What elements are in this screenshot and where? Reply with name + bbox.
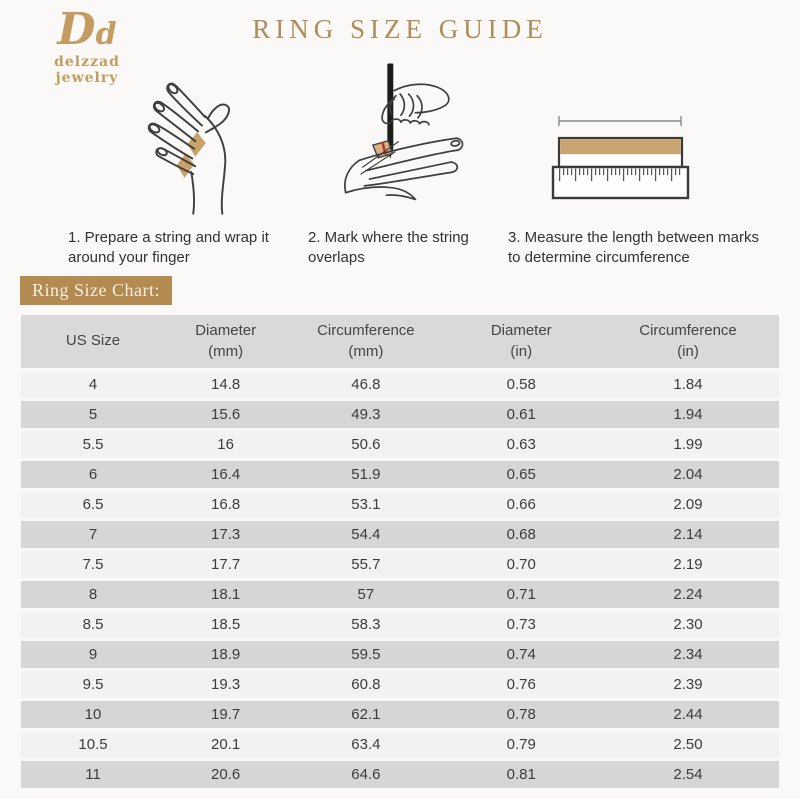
- table-row: [21, 641, 779, 668]
- table-cell: 7.5: [82, 556, 104, 573]
- table-cell: 6: [88, 466, 98, 483]
- table-cell: 10.5: [78, 736, 108, 753]
- table-cell: 51.9: [351, 466, 381, 483]
- table-row: [21, 701, 779, 728]
- table-cell: 50.6: [351, 436, 381, 453]
- table-row: [21, 521, 779, 548]
- table-cell: 16: [217, 436, 234, 453]
- table-cell: 17.3: [211, 526, 241, 543]
- ruler-measurement-icon: [550, 112, 690, 202]
- table-cell: 5: [88, 406, 98, 423]
- chart-heading-badge: Ring Size Chart:: [20, 276, 172, 305]
- step-caption-1: 1. Prepare a string and wrap it around your finger: [68, 229, 269, 267]
- table-row: [21, 731, 779, 758]
- table-cell: 2.39: [673, 676, 703, 693]
- table-cell: 46.8: [351, 376, 381, 393]
- table-cell: 4: [88, 376, 98, 393]
- table-cell: 62.1: [351, 706, 381, 723]
- table-cell: 2.19: [673, 556, 703, 573]
- table-cell: 0.65: [506, 466, 536, 483]
- table-cell: 63.4: [351, 736, 381, 753]
- table-cell: 60.8: [351, 676, 381, 693]
- table-cell: 14.8: [211, 376, 241, 393]
- table-body: [21, 371, 779, 788]
- table-cell: 18.5: [211, 616, 241, 633]
- hand-with-string-icon: [108, 70, 263, 216]
- column-header-circumference-mm: Circumference (mm): [317, 322, 415, 360]
- table-row: [21, 371, 779, 398]
- table-row: [21, 401, 779, 428]
- table-cell: 0.73: [506, 616, 536, 633]
- table-cell: 18.1: [211, 586, 241, 603]
- table-cell: 1.99: [673, 436, 703, 453]
- ring-size-table: [21, 315, 779, 788]
- table-cell: 0.70: [506, 556, 536, 573]
- table-row: [21, 611, 779, 638]
- table-row: [21, 671, 779, 698]
- table-cell: 17.7: [211, 556, 241, 573]
- column-header-diameter-in: Diameter (in): [490, 322, 552, 360]
- table-row: [21, 581, 779, 608]
- monogram-letter-secondary: d: [95, 17, 117, 52]
- table-cell: 20.6: [211, 766, 241, 783]
- table-cell: 55.7: [351, 556, 381, 573]
- column-header-us-size: US Size: [65, 332, 121, 350]
- table-cell: 16.4: [211, 466, 241, 483]
- table-cell: 2.14: [673, 526, 703, 543]
- table-row: [21, 431, 779, 458]
- table-row: [21, 761, 779, 788]
- table-row: [21, 461, 779, 488]
- table-cell: 53.1: [351, 496, 381, 513]
- table-cell: 64.6: [351, 766, 381, 783]
- table-cell: 54.4: [351, 526, 381, 543]
- table-cell: 19.3: [211, 676, 241, 693]
- table-cell: 9: [88, 646, 98, 663]
- table-cell: 11: [85, 766, 101, 783]
- table-cell: 0.71: [506, 586, 536, 603]
- table-cell: 2.09: [673, 496, 703, 513]
- page-title: RING SIZE GUIDE: [252, 14, 548, 44]
- step-caption-3: 3. Measure the length between marks to determine circumference: [508, 229, 759, 267]
- table-cell: 0.78: [506, 706, 536, 723]
- table-cell: 2.50: [673, 736, 703, 753]
- table-cell: 2.30: [673, 616, 703, 633]
- table-cell: 58.3: [351, 616, 381, 633]
- table-cell: 2.04: [673, 466, 703, 483]
- table-cell: 0.76: [506, 676, 536, 693]
- table-cell: 6.5: [82, 496, 104, 513]
- pencil-mark-string-icon: [310, 58, 480, 210]
- table-cell: 20.1: [211, 736, 241, 753]
- table-cell: 5.5: [82, 436, 104, 453]
- table-cell: 10: [84, 706, 102, 723]
- table-cell: 0.58: [506, 376, 536, 393]
- table-cell: 8.5: [82, 616, 104, 633]
- table-cell: 49.3: [351, 406, 381, 423]
- table-cell: 9.5: [82, 676, 104, 693]
- table-cell: 2.24: [673, 586, 703, 603]
- table-cell: 0.68: [506, 526, 536, 543]
- table-cell: 0.66: [506, 496, 536, 513]
- table-row: [21, 491, 779, 518]
- table-cell: 2.34: [673, 646, 703, 663]
- table-cell: 57: [357, 586, 375, 603]
- table-cell: 8: [88, 586, 98, 603]
- table-cell: 15.6: [211, 406, 241, 423]
- table-row: [21, 551, 779, 578]
- table-cell: 0.63: [506, 436, 536, 453]
- table-cell: 19.7: [211, 706, 241, 723]
- table-cell: 0.79: [506, 736, 536, 753]
- table-header-row: [21, 315, 779, 368]
- table-cell: 0.81: [506, 766, 536, 783]
- column-header-diameter-mm: Diameter (mm): [195, 322, 257, 360]
- table-cell: 2.54: [673, 766, 703, 783]
- table-cell: 18.9: [211, 646, 241, 663]
- table-cell: 59.5: [351, 646, 381, 663]
- table-cell: 0.61: [506, 406, 536, 423]
- table-cell: 1.84: [673, 376, 703, 393]
- monogram-letter-primary: D: [57, 4, 96, 55]
- table-cell: 0.74: [506, 646, 536, 663]
- table-cell: 2.44: [673, 706, 703, 723]
- step-caption-2: 2. Mark where the string overlaps: [308, 229, 469, 267]
- table-cell: 16.8: [211, 496, 241, 513]
- table-cell: 1.94: [673, 406, 703, 423]
- table-cell: 7: [88, 526, 98, 543]
- brand-name: delzzad jewelry: [54, 54, 120, 86]
- column-header-circumference-in: Circumference (in): [639, 322, 737, 360]
